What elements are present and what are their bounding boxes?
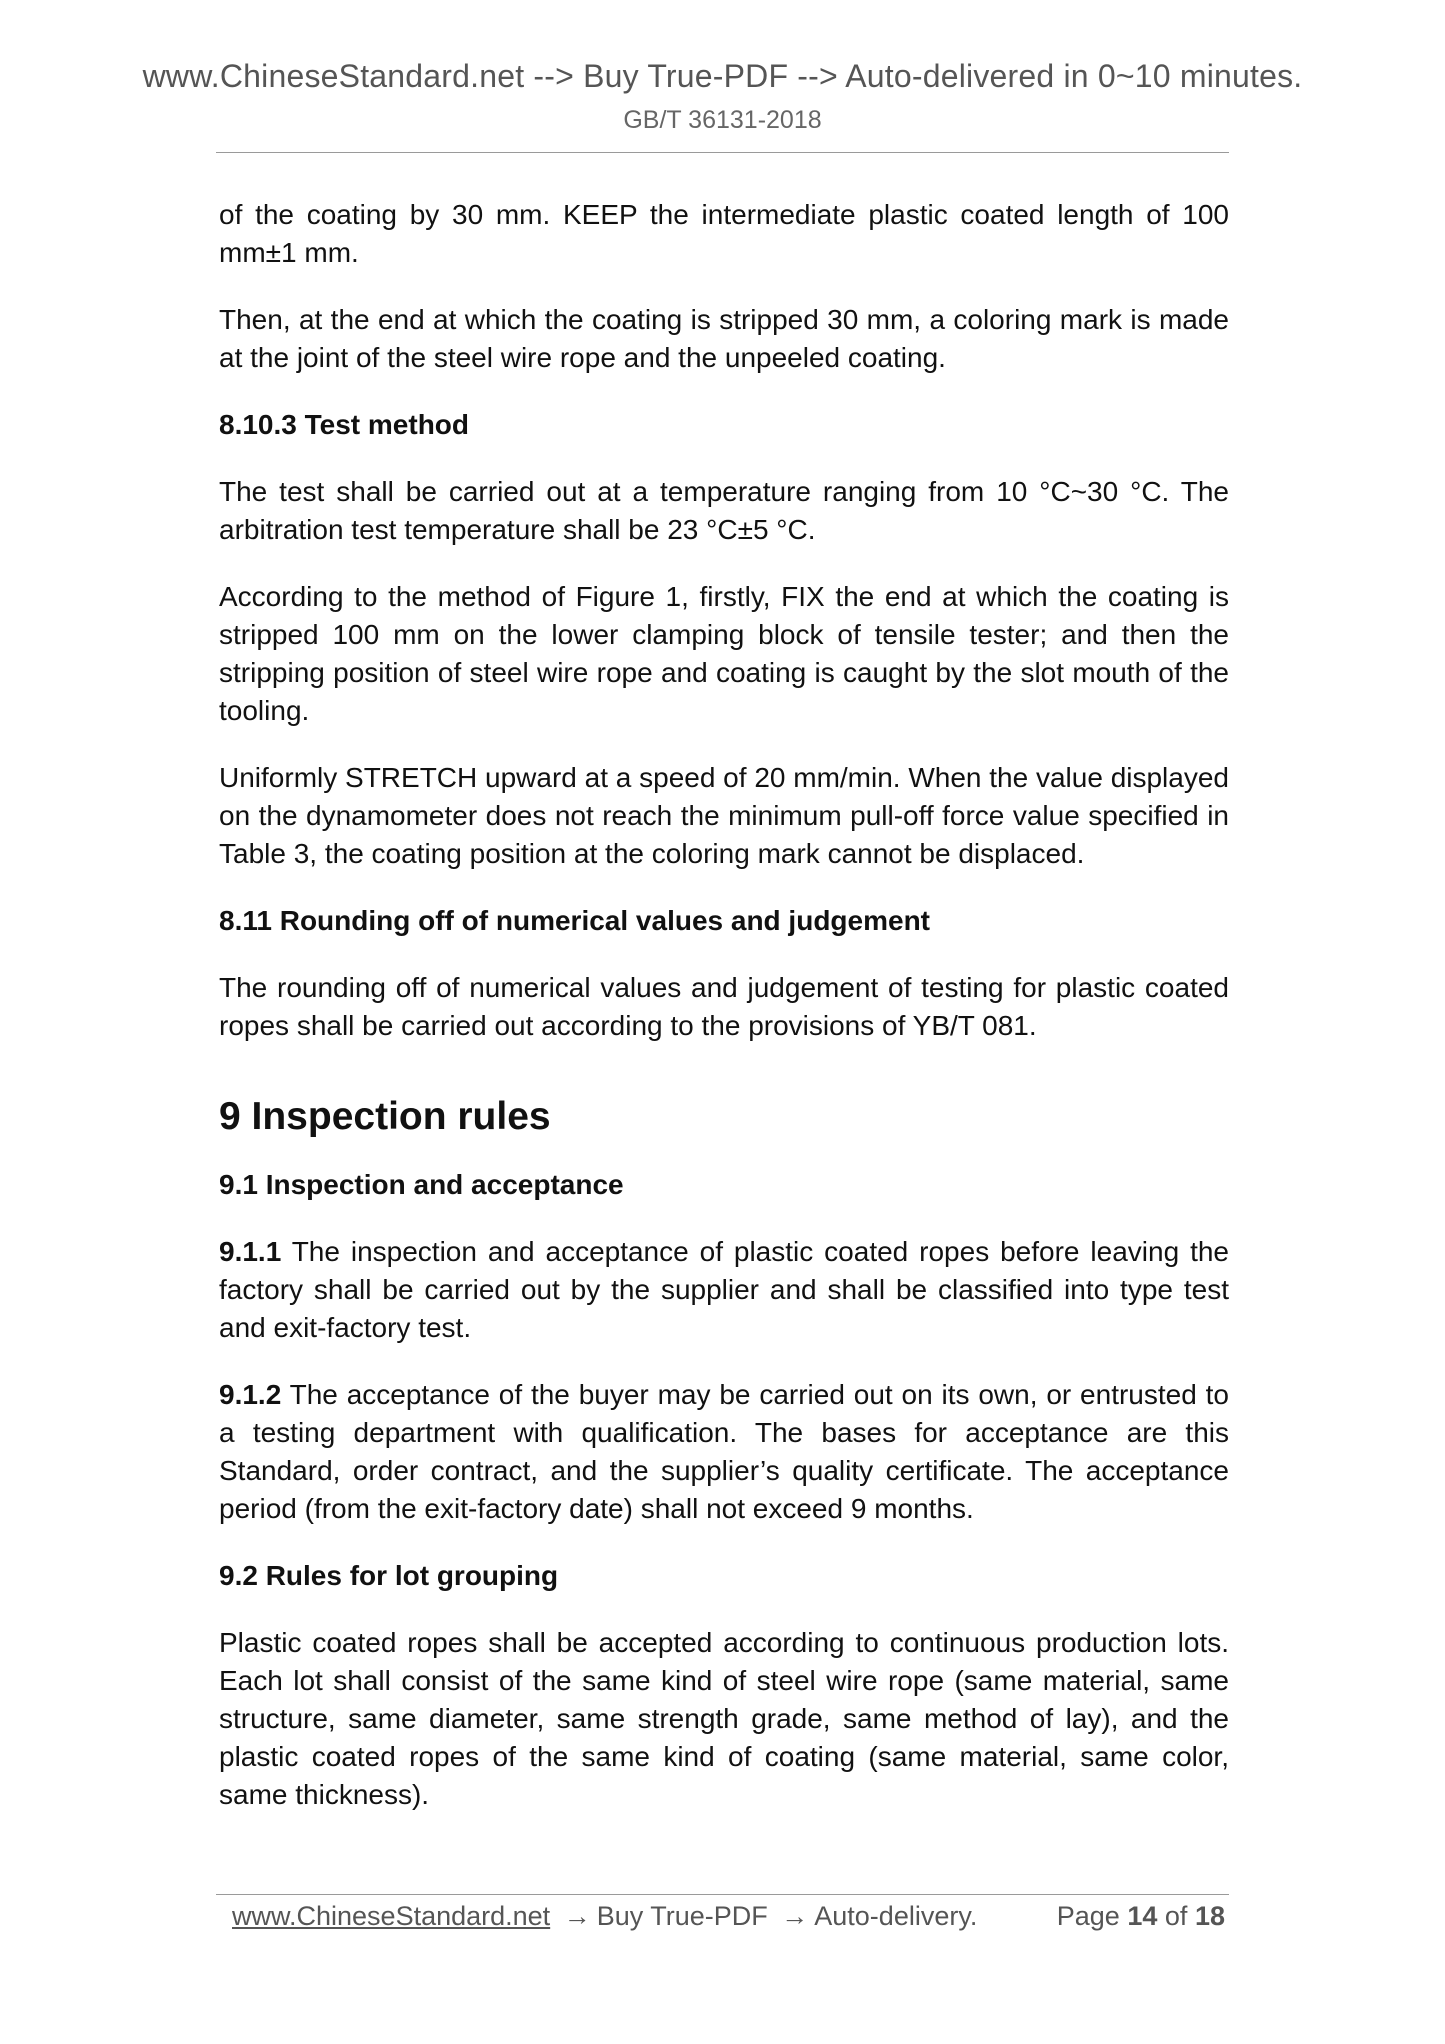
footer-site-link[interactable]: www.ChineseStandard.net — [232, 1901, 551, 1931]
document-code: GB/T 36131-2018 — [623, 106, 822, 134]
section-heading-8-10-3: 8.10.3 Test method — [219, 409, 470, 440]
current-page: 14 — [1127, 1901, 1158, 1931]
paragraph-9-1-1 — [219, 1233, 1229, 1347]
footer-divider — [216, 1894, 1229, 1895]
footer-auto-text: Auto-delivery. — [814, 1901, 978, 1931]
of-label: of — [1164, 1901, 1188, 1931]
total-pages: 18 — [1194, 1901, 1225, 1931]
page-label: Page — [1056, 1901, 1120, 1931]
section-heading-8-11: 8.11 Rounding off of numerical values and judgement — [219, 905, 930, 936]
clause-text: The inspection and acceptance of plastic coated ropes before leaving the factory shall be carried out by the supplier and shall be classified into type test and exit-factory test. — [219, 1236, 1229, 1343]
paragraph: Then, at the end at which the coating is stripped 30 mm, a coloring mark is made at the joint of the steel wire rope and the unpeeled coating. — [219, 304, 1229, 373]
header-divider — [216, 152, 1229, 153]
chapter-heading-9: 9 Inspection rules — [219, 1095, 551, 1138]
section-heading-9-1: 9.1 Inspection and acceptance — [219, 1169, 624, 1200]
paragraph-9-1-2 — [219, 1376, 1229, 1528]
paragraph: The test shall be carried out at a temperature ranging from 10 °C~30 °C. The arbitration test temperature shall be 23 °C±5 °C. — [219, 476, 1229, 545]
paragraph: The rounding off of numerical values and judgement of testing for plastic coated ropes shall be carried out according to the provisions of YB/T 081. — [219, 972, 1229, 1041]
paragraph: According to the method of Figure 1, firstly, FIX the end at which the coating is stripped 100 mm on the lower clamping block of tensile tester; and then the stripping position of steel wire rope and coating is caught by the slot mouth of the tooling. — [219, 581, 1229, 726]
paragraph: of the coating by 30 mm. KEEP the intermediate plastic coated length of 100 mm±1 mm. — [219, 199, 1229, 268]
clause-number: 9.1.1 — [219, 1236, 282, 1267]
clause-text: The acceptance of the buyer may be carried out on its own, or entrusted to a testing department with qualification. The bases for acceptance are this Standard, order contract, and the supplier’s quality certificate. The acceptance period (from the exit-factory date) shall not exceed 9 months. — [219, 1379, 1229, 1524]
section-heading-9-2: 9.2 Rules for lot grouping — [219, 1560, 559, 1591]
top-banner: www.ChineseStandard.net --> Buy True-PDF --> Auto-delivered in 0~10 minutes. — [142, 58, 1303, 94]
arrow-right-icon: → — [781, 1901, 809, 1931]
page-content — [219, 196, 1229, 1843]
footer-buy-text: Buy True-PDF — [596, 1901, 768, 1931]
page-indicator — [1057, 1898, 1225, 1934]
paragraph: Plastic coated ropes shall be accepted according to continuous production lots. Each lot shall consist of the same kind of steel wire rope (same material, same structure, same diameter, same strength grade, same method of lay), and the plastic coated ropes of the same kind of coating (same material, same color, same thickness). — [219, 1627, 1229, 1810]
arrow-right-icon: → — [563, 1901, 591, 1931]
paragraph: Uniformly STRETCH upward at a speed of 20 mm/min. When the value displayed on the dynamometer does not reach the minimum pull-off force value specified in Table 3, the coating position at the coloring mark cannot be displaced. — [219, 762, 1229, 869]
footer — [232, 1898, 1229, 1934]
clause-number: 9.1.2 — [219, 1379, 282, 1410]
